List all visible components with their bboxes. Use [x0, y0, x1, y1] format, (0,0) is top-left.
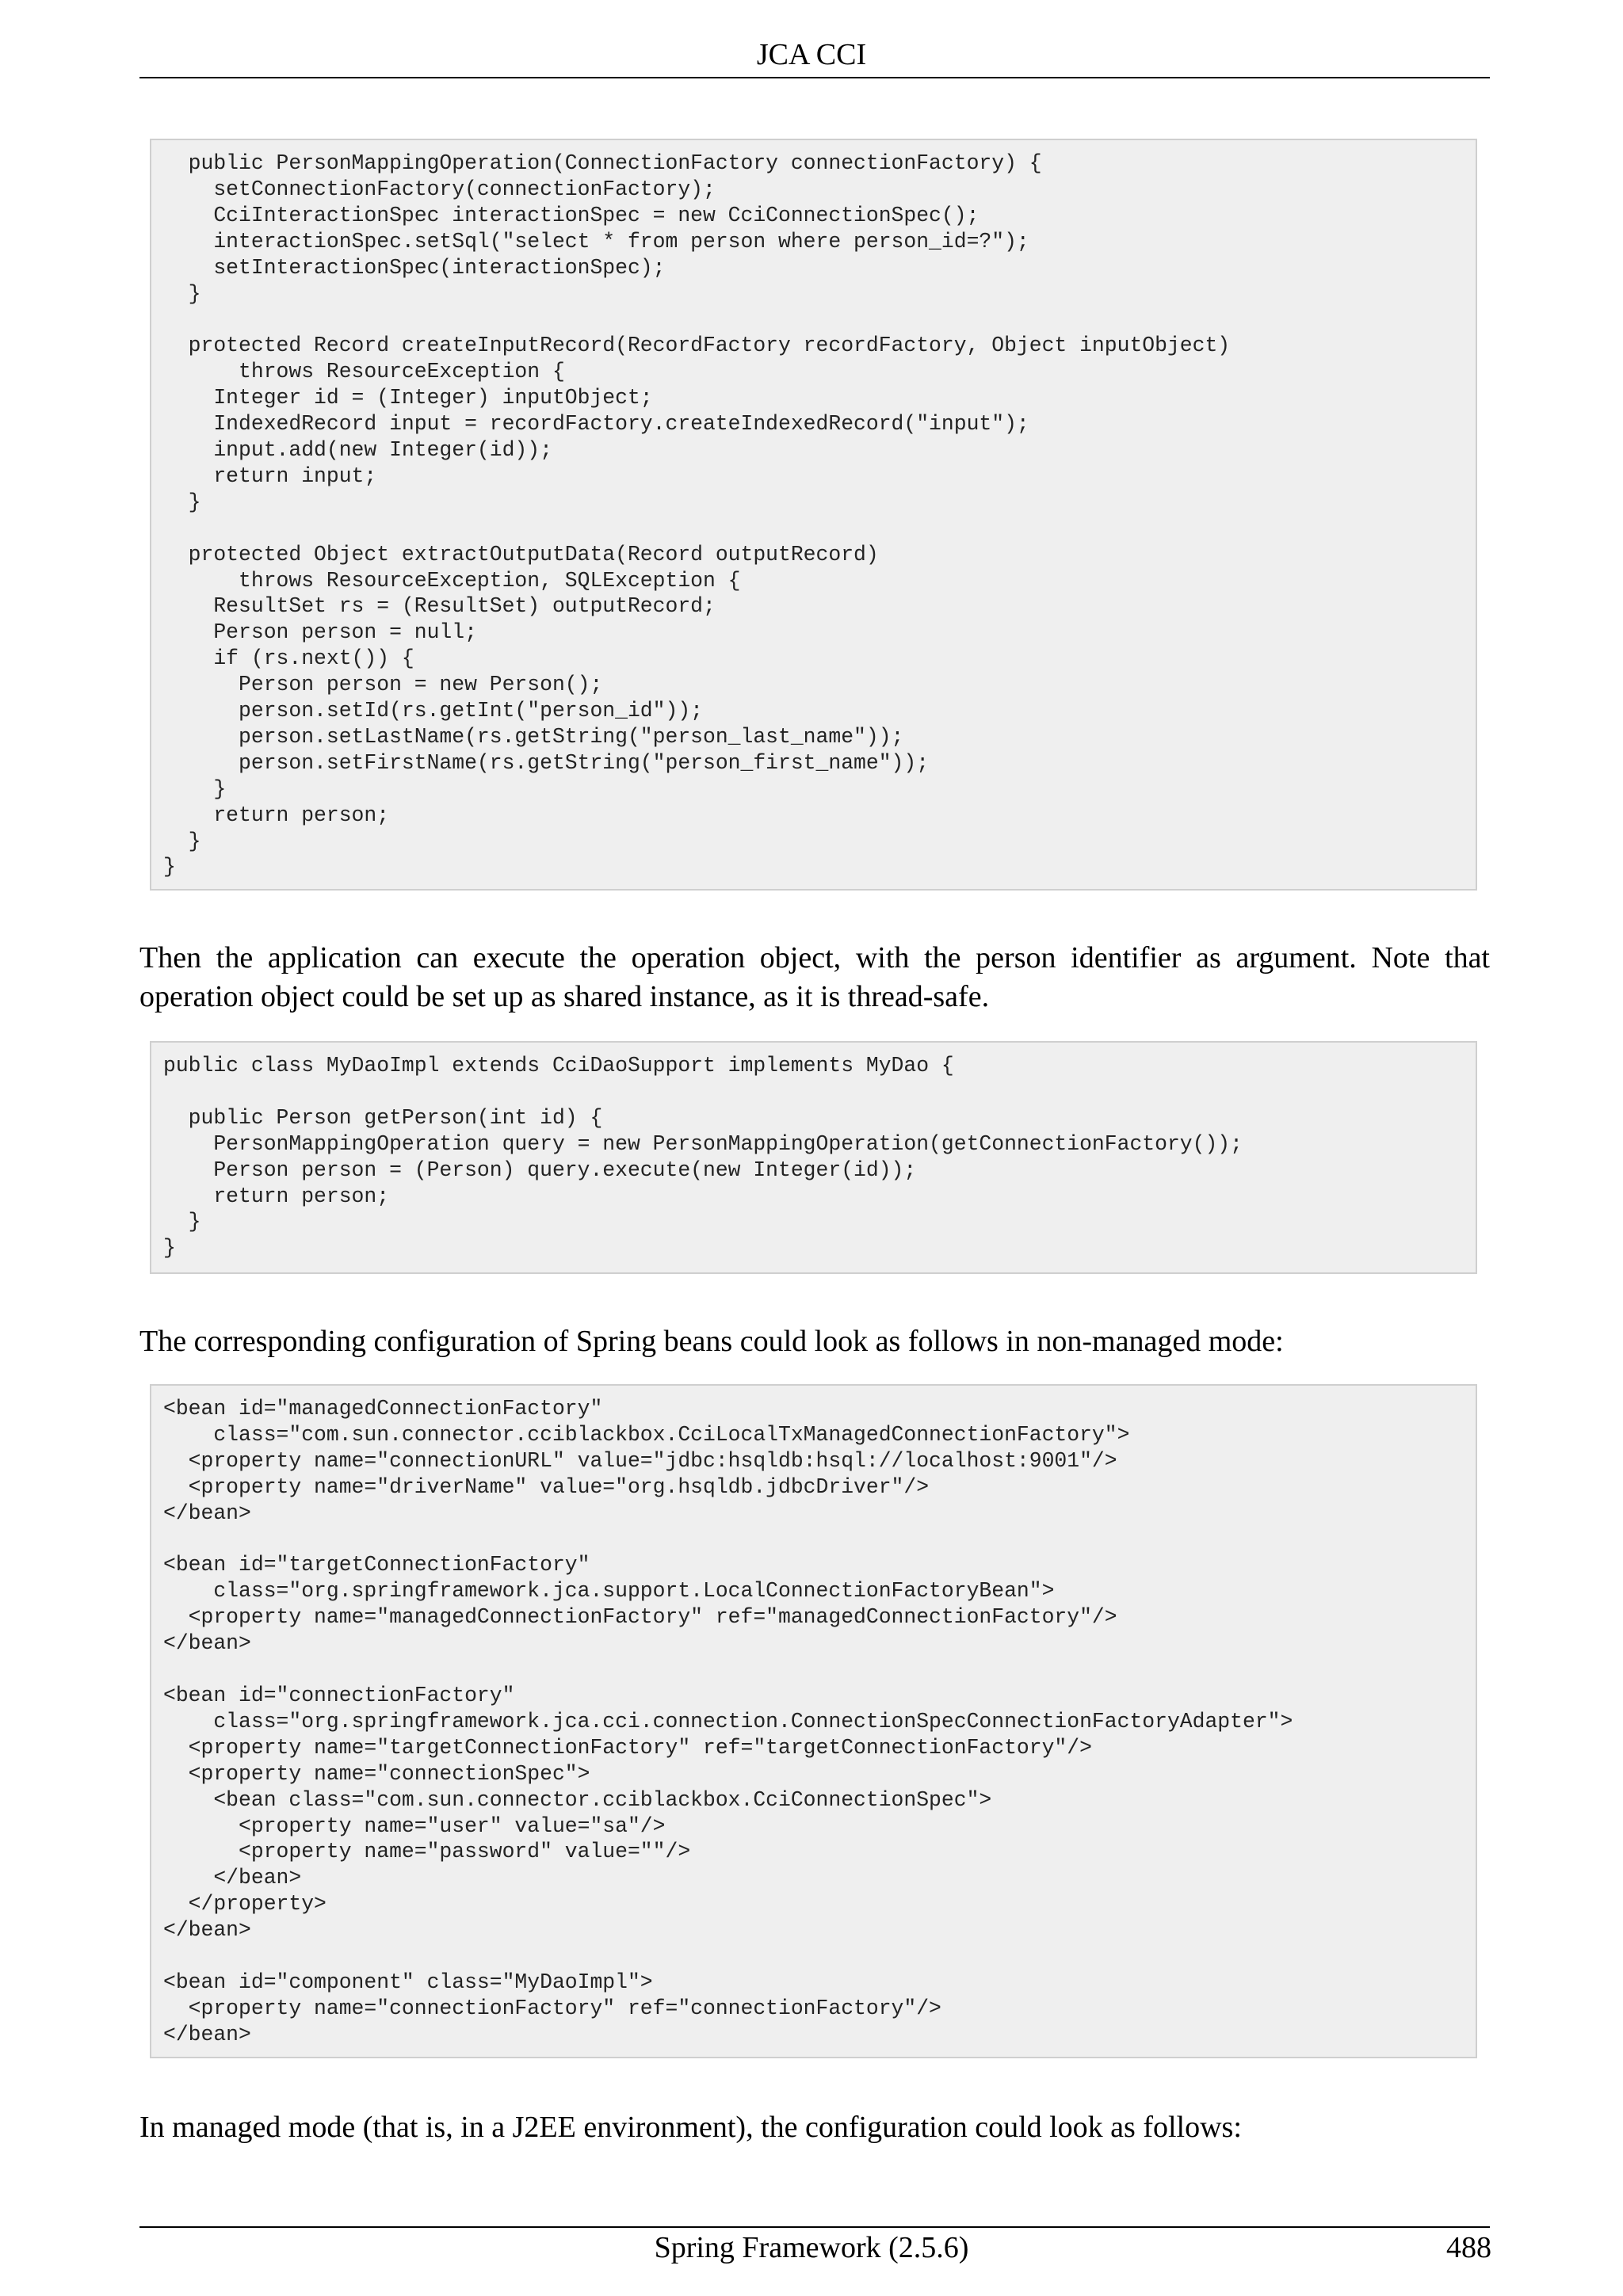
- code-block-mydaoimpl: [150, 1041, 1477, 1274]
- footer-title: Spring Framework (2.5.6): [654, 2231, 969, 2264]
- paragraph-non-managed-config: The corresponding configuration of Spring beans could look as follows in non-managed mode:: [139, 1325, 1284, 1358]
- code-text: <bean id="managedConnectionFactory" class="com.sun.connector.cciblackbox.CciLocalTxManagedConnectionFactory"> <property name="connectionURL" value="jdbc:hsqldb:hsql://localhost:9001"/> <property name="driverName" value="org.hsqldb.jdbcDriver"/> </bean> <bean id="targetConnectionFactory" class="org.springframework.jca.support.LocalConnectionFactoryBean"> <property name="managedConnectionFactory" ref="managedConnectionFactory"/> </bean> <bean id="connectionFactory" class="org.springframework.jca.cci.connection.ConnectionSpecConnectionFactoryAdapter"> <property name="targetConnectionFactory" ref="targetConnectionFactory"/> <property name="connectionSpec"> <bean class="com.sun.connector.cciblackbox.CciConnectionSpec"> <property name="user" value="sa"/> <property name="password" value=""/> </bean> </property> </bean> <bean id="component" class="MyDaoImpl"> <property name="connectionFactory" ref="connectionFactory"/> </bean>: [163, 1397, 1293, 2046]
- paragraph-managed-mode: In managed mode (that is, in a J2EE environment), the configuration could look as follows:: [139, 2111, 1242, 2144]
- page-number: 488: [1446, 2231, 1491, 2264]
- header-rule: [139, 77, 1490, 78]
- code-block-spring-beans-config: [150, 1384, 1477, 2058]
- code-block-person-mapping-operation: [150, 139, 1477, 891]
- page-header-title: JCA CCI: [756, 38, 867, 71]
- code-text: public PersonMappingOperation(ConnectionFactory connectionFactory) { setConnectionFactory(connectionFactory); CciInteractionSpec interactionSpec = new CciConnectionSpec(); interactionSpec.setSql("select * from person where person_id=?"); setInteractionSpec(interactionSpec); } protected Record createInputRecord(RecordFactory recordFactory, Object inputObject) throws ResourceException { Integer id = (Integer) inputObject; IndexedRecord input = recordFactory.createIndexedRecord("input"); input.add(new Integer(id)); return input; } protected Object extractOutputData(Record outputRecord) throws ResourceException, SQLException { ResultSet rs = (ResultSet) outputRecord; Person person = null; if (rs.next()) { Person person = new Person(); person.setId(rs.getInt("person_id")); person.setLastName(rs.getString("person_last_name")); person.setFirstName(rs.getString("person_first_name")); } return person; } }: [163, 151, 1231, 879]
- code-text: public class MyDaoImpl extends CciDaoSupport implements MyDao { public Person getPerson(int id) { PersonMappingOperation query = new PersonMappingOperation(getConnectionFactory()); Person person = (Person) query.execute(new Integer(id)); return person; } }: [163, 1054, 1243, 1261]
- paragraph-execute-operation: Then the application can execute the operation object, with the person identifier as argument. Note that operation object could be set up as shared instance, as it is thread-safe.: [139, 941, 1490, 1013]
